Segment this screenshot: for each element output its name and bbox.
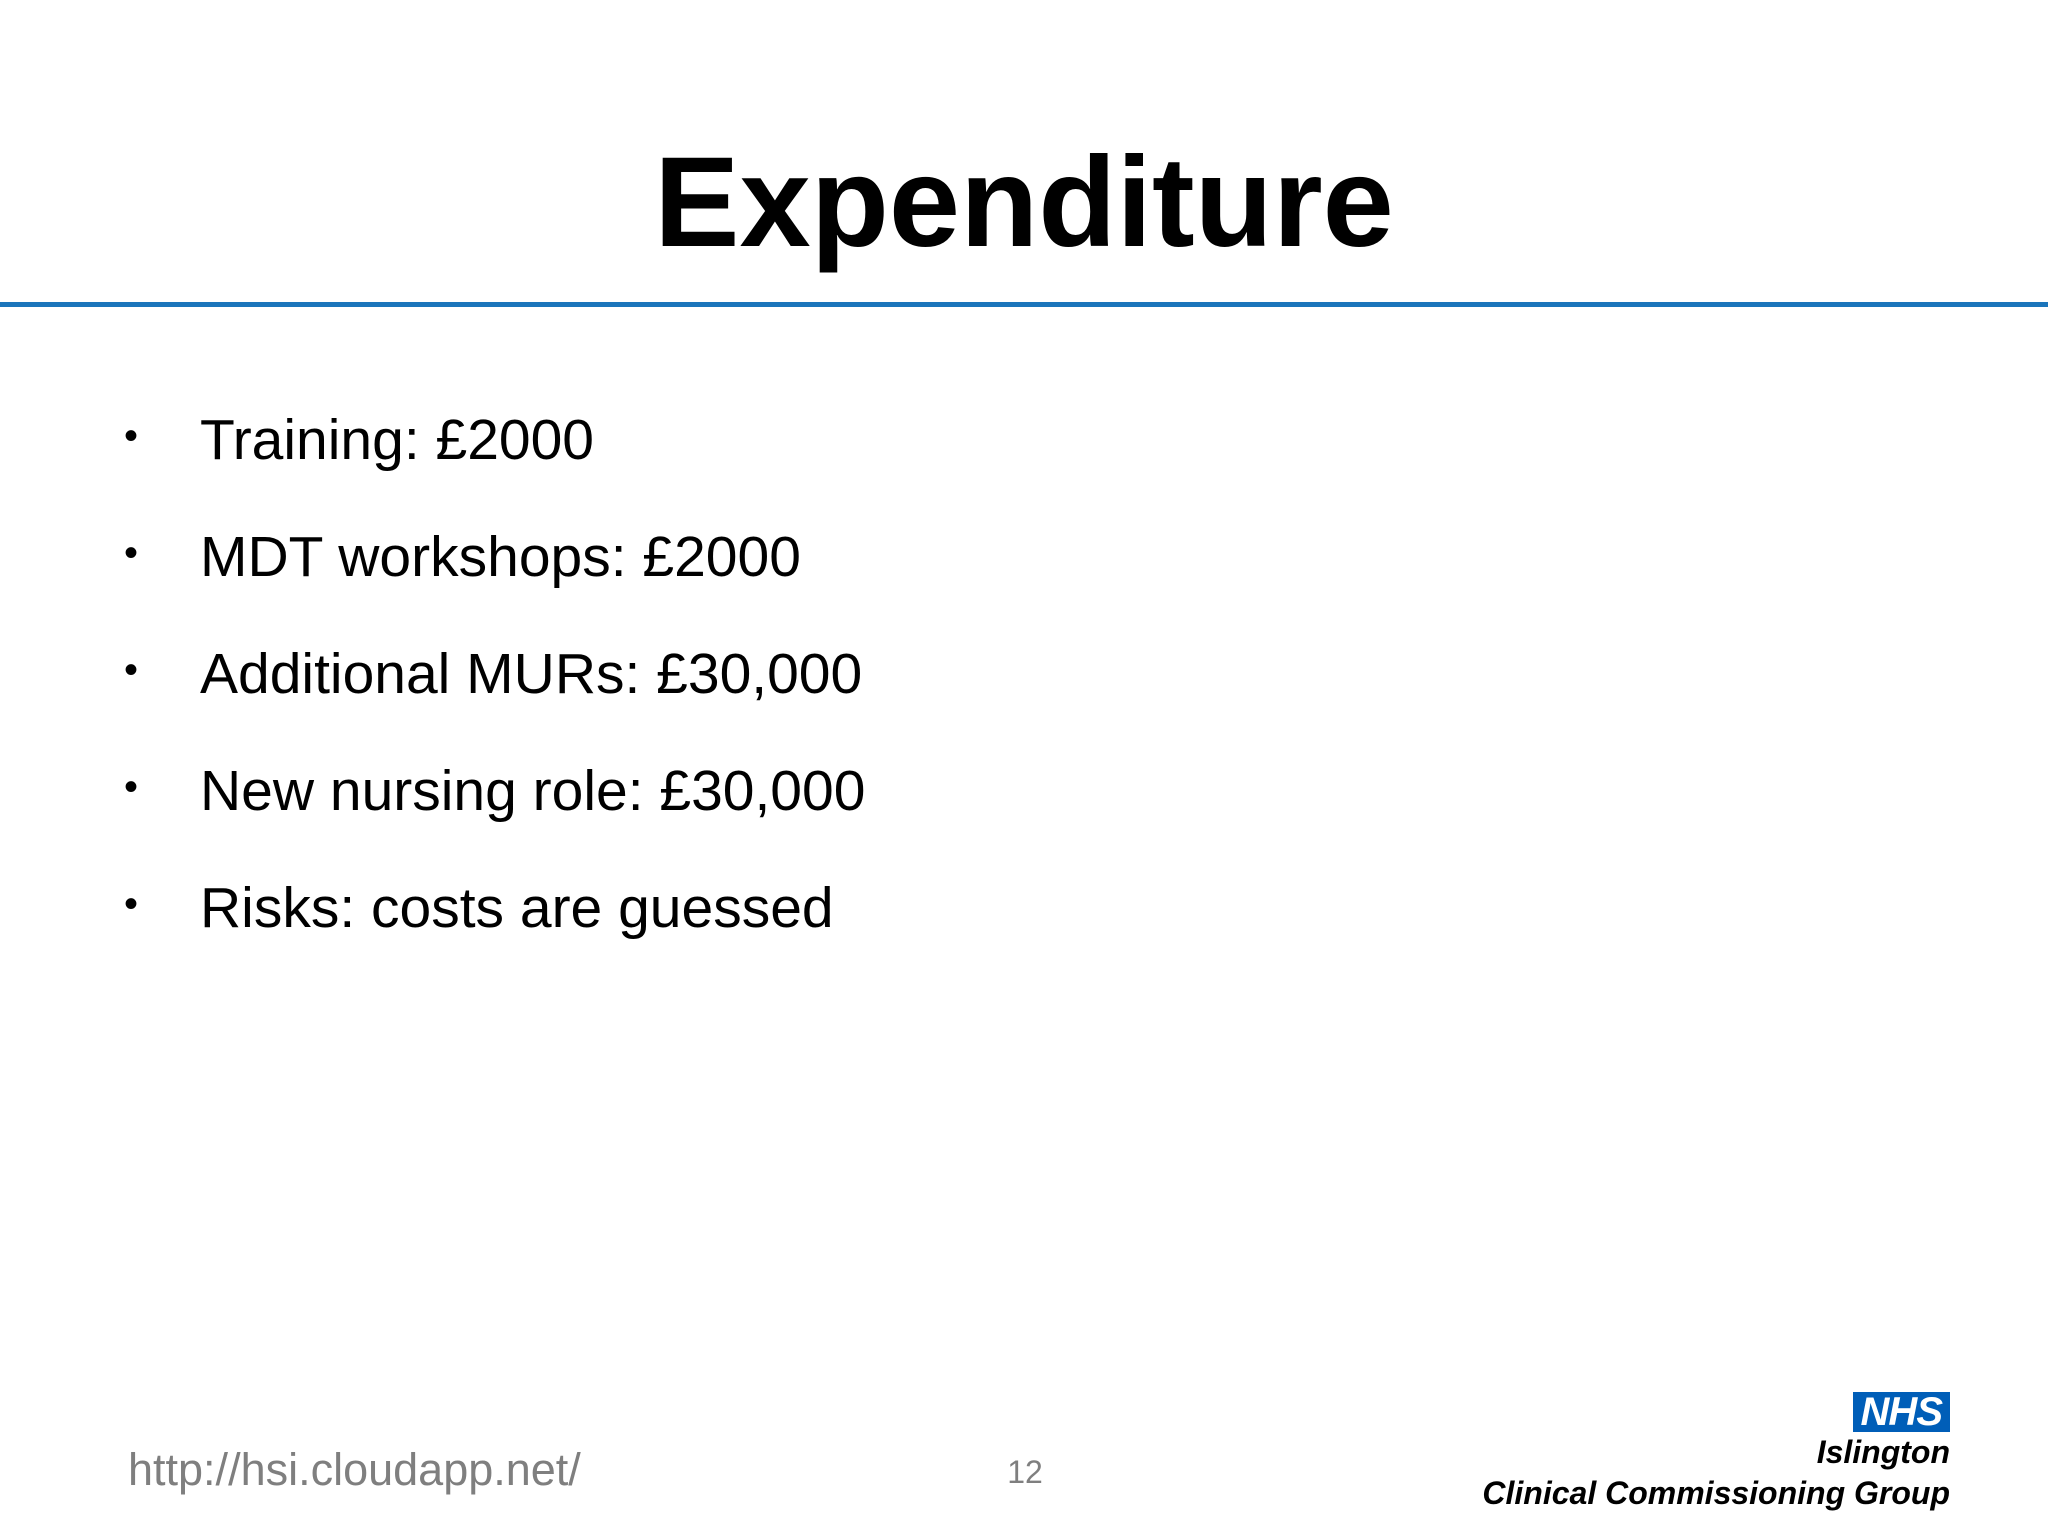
bullet-text: Risks: costs are guessed — [200, 876, 834, 940]
bullet-text: New nursing role: £30,000 — [200, 759, 866, 823]
nhs-logo — [1482, 1392, 1950, 1514]
footer-url: http://hsi.cloudapp.net/ — [128, 1444, 581, 1495]
bullet-text: MDT workshops: £2000 — [200, 525, 801, 589]
bullet-text: Additional MURs: £30,000 — [200, 642, 863, 706]
nhs-badge: NHS — [1853, 1392, 1950, 1432]
bullet-icon: • — [124, 882, 139, 926]
bullet-icon: • — [124, 531, 139, 575]
logo-group: Clinical Commissioning Group — [1482, 1475, 1950, 1511]
slide-title: Expenditure — [654, 131, 1394, 274]
bullet-text: Training: £2000 — [200, 408, 594, 472]
page-number: 12 — [1007, 1454, 1043, 1490]
bullet-icon: • — [124, 765, 139, 809]
bullet-icon: • — [124, 648, 139, 692]
logo-organisation: Islington — [1816, 1434, 1950, 1470]
title-divider — [0, 302, 2048, 307]
bullet-icon: • — [124, 414, 139, 458]
